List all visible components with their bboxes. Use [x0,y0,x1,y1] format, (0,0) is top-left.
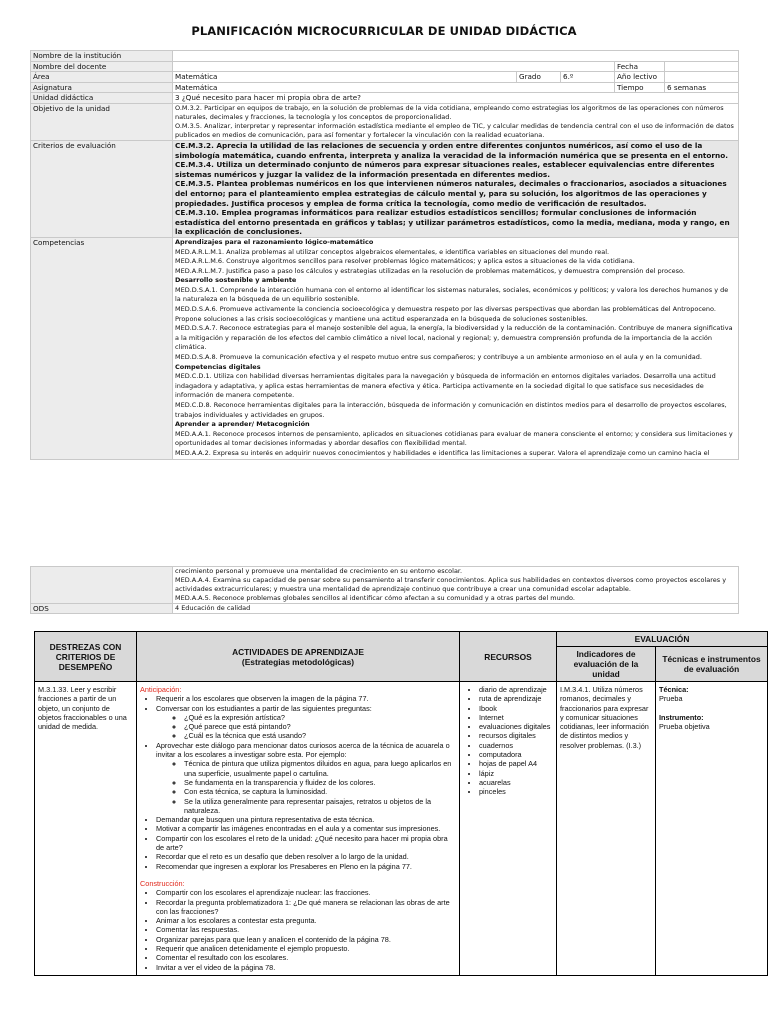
destrezas-header: DESTREZAS CON CRITERIOS DE DESEMPEÑO [35,632,137,682]
anio-value [665,72,739,83]
asignatura-value: Matemática [173,82,615,93]
objetivo-item: O.M.3.5. Analizar, interpretar y representar información estadística mediante el empleo de TIC, y calcular medidas de tendencia central con el uso de información de datos publicados en medios de comunicación, para así fomentar y fortalecer la vinculación con la realidad ecuatoriana. [175,121,734,139]
anticipacion-subitem: ◦ Se la utiliza generalmente para representar paisajes, retratos u objetos de la naturaleza. [184,797,456,816]
page-title: PLANIFICACIÓN MICROCURRICULAR DE UNIDAD DIDÁCTICA [191,24,577,38]
actividades-header-title: ACTIVIDADES DE APRENDIZAJE [232,646,364,657]
criterio-item: CE.M.3.5. Plantea problemas numéricos en los que intervienen números naturales, decimales o fraccionarios, asociados a situaciones del entorno; para el planteamiento emplea estrategias de cálculo mental y, para su solución, los algoritmos de las operaciones y propiedades. Justifica procesos y emplea de forma crítica la tecnología, como medio de verificación de resultados. [175,179,727,208]
tecnicas-cell [656,682,768,976]
info-table-continued [30,566,739,614]
competencia-group-heading: Aprendizajes para el razonamiento lógico-matemático [175,237,374,246]
recurso-item: • lápiz [479,769,553,778]
construccion-item: • Comentar las respuestas. [156,925,456,934]
construccion-item: • Comentar el resultado con los escolares. [156,953,456,962]
docente-value [173,61,615,72]
tiempo-label: Tiempo [615,82,665,93]
anticipacion-list [140,694,456,871]
anticipacion-item: • Requerir a los escolares que observen la imagen de la página 77. [156,694,456,703]
area-label: Área [31,72,173,83]
criterio-item: CE.M.3.2. Aprecia la utilidad de las relaciones de secuencia y orden entre diferentes conjuntos numéricos, así como el uso de la simbología matemática, cuando enfrenta, interpreta y analiza la veracidad de la información numérica que se presenta en el entorno. [175,140,729,160]
recurso-item: • Internet [479,713,553,722]
anticipacion-item: • Compartir con los escolares el reto de la unidad: ¿Qué necesito para hacer mi propia obra de arte? [156,834,456,853]
construccion-label: Construcción: [140,878,185,888]
recurso-item: • ruta de aprendizaje [479,694,553,703]
indicador-cell: I.M.3.4.1. Utiliza números romanos, decimales y fraccionarios para expresar y comunicar situaciones cotidianas, leer información de distintos medios y resolver problemas. (I.3.) [557,682,656,976]
anticipacion-item: • Demandar que busquen una pintura representativa de esta técnica. [156,815,456,824]
docente-label: Nombre del docente [31,61,173,72]
competencias-cont-label [31,567,173,604]
anticipacion-subitem: ◦ Técnica de pintura que utiliza pigmentos diluidos en agua, para luego aplicarlos en una superficie, usualmente papel o cartulina. [184,759,456,778]
competencia-item: MED.D.S.A.7. Reconoce estrategias para el manejo sostenible del agua, la energía, la biodiversidad y la reducción de la contaminación. Contribuye de manera significativa a la mitigación y reparación de los efectos del cambio climático a nivel local, nacional y regional; y, demuestra comprensión profunda de la importancia de la acción climática. [175,324,733,352]
recurso-item: • computadora [479,750,553,759]
recurso-item: • pinceles [479,787,553,796]
info-table [30,50,739,460]
criterio-item: CE.M.3.4. Utiliza un determinado conjunto de números para expresar situaciones reales, establecer equivalencias entre diferentes sistemas numéricos y juzgar la validez de la información presentada en diferentes medios. [175,160,715,179]
anticipacion-item: • Recordar que el reto es un desafío que deben resolver a lo largo de la unidad. [156,852,456,861]
actividades-cell [137,682,460,976]
anticipacion-subitem: ◦ ¿Cuál es la técnica que está usando? [184,731,456,740]
actividades-header-sub: (Estrategias metodológicas) [241,656,355,667]
competencias-label: Competencias [31,237,173,459]
recurso-item: • recursos digitales [479,731,553,740]
tecnica-value: Prueba [659,694,683,704]
anticipacion-subitem: ◦ ¿Qué es la expresión artística? [184,713,456,722]
anticipacion-subitem: ◦ Con esta técnica, se captura la luminosidad. [184,787,456,796]
competencia-item: MED.C.D.8. Reconoce herramientas digitales para la interacción, búsqueda de información y comunicación en distintos medios para el desarrollo de proyectos escolares, trabajos individuales y actividades en grupos. [175,401,727,419]
anio-label: Año lectivo [615,72,665,83]
construccion-item: • Compartir con los escolares el aprendizaje nuclear: las fracciones. [156,888,456,897]
evaluacion-header: EVALUACIÓN [557,632,768,647]
recursos-cell [460,682,557,976]
recurso-item: • acuarelas [479,778,553,787]
competencia-group-heading: Aprender a aprender/ Metacognición [175,420,310,429]
ods-label: ODS [31,604,173,614]
construccion-item: • Organizar parejas para que lean y analicen el contenido de la página 78. [156,935,456,944]
grado-value: 6.º [561,72,615,83]
recurso-item: • hojas de papel A4 [479,759,553,768]
anticipacion-subitem: ◦ ¿Qué parece que está pintando? [184,722,456,731]
institucion-value [173,51,739,62]
competencia-item: MED.D.S.A.1. Comprende la interacción humana con el entorno al identificar los sistemas naturales, sociales, económicos y políticos; y valora los derechos humanos y de la naturaleza en la búsqueda de un equilibrio sostenible. [175,285,729,304]
objetivo-item: O.M.3.2. Participar en equipos de trabajo, en la solución de problemas de la vida cotidiana, empleando como estrategias los algoritmos de las operaciones con números naturales, decimales y fracciones, la tecnología y los conceptos de proporcionalidad. [175,103,724,121]
criterios-label: Criterios de evaluación [31,140,173,237]
construccion-item: • Invitar a ver el video de la página 78. [156,963,456,972]
ods-value: 4 Educación de calidad [173,604,739,614]
competencia-item: crecimiento personal y promueve una mentalidad de crecimiento en su entorno escolar. [175,567,463,575]
anticipacion-label: Anticipación: [140,685,182,694]
competencia-group-heading: Competencias digitales [175,362,261,371]
unidad-value: 3 ¿Qué necesito para hacer mi propia obra de arte? [173,93,739,104]
competencia-item: MED.A.A.1. Reconoce procesos internos de pensamiento, aplicados en situaciones cotidianas para evaluar de manera consciente el entorno; y considera sus limitaciones y oportunidades al tomar decisiones informadas y abordar desafíos con flexibilidad mental. [175,429,733,448]
area-value: Matemática [173,72,517,83]
fecha-value [665,61,739,72]
competencia-item: MED.A.A.4. Examina su capacidad de pensar sobre su pensamiento al transferir conocimientos. Aplica sus habilidades en contextos diversos como proyectos escolares y actividades extracurriculares; y muestra una mentalidad de aprendizaje continuo que contribuye a crear una comunidad escolar adaptable. [175,576,727,593]
indicadores-header: Indicadores de evaluación de la unidad [557,647,656,682]
anticipacion-sublist [156,759,456,815]
recursos-header: RECURSOS [460,632,557,682]
anticipacion-item: • Motivar a compartir las imágenes encontradas en el aula y a comentar sus impresiones. [156,824,456,833]
competencia-item: MED.D.S.A.8. Promueve la comunicación efectiva y el respeto mutuo entre sus compañeros; y contribuye a un ambiente armonioso en el aula y en la comunidad. [175,353,702,362]
recurso-item: • evaluaciones digitales [479,722,553,731]
criterio-item: CE.M.3.10. Emplea programas informáticos para realizar estudios estadísticos sencillos; formular conclusiones de información estadística del entorno presentada en gráficos y tablas; y utilizar parámetros estadísticos, como la media, mediana, moda y rango, en la explicación de conclusiones. [175,208,730,237]
tiempo-value: 6 semanas [665,82,739,93]
construccion-item: • Animar a los escolares a contestar esta pregunta. [156,916,456,925]
instrumento-label: Instrumento: [659,712,704,722]
competencia-group-heading: Desarrollo sostenible y ambiente [175,276,297,285]
actividades-header [137,632,460,682]
fecha-label: Fecha [615,61,665,72]
instrumento-value: Prueba objetiva [659,721,710,731]
destreza-cell: M.3.1.33. Leer y escribir fracciones a partir de un objeto, un conjunto de objetos fraccionables o una unidad de medida. [35,682,137,976]
construccion-item: • Recordar la pregunta problematizadora 1: ¿De qué manera se relacionan las obras de arte con las fracciones? [156,898,456,917]
anticipacion-item: • Conversar con los estudiantes a partir de las siguientes preguntas: ◦ ¿Qué es la expresión artística? ◦ ¿Qué parece que está pintando? ◦ ¿Cuál es la técnica que está usando? [156,704,456,741]
recurso-item: • diario de aprendizaje [479,685,553,694]
construccion-item: • Requerir que analicen detenidamente el ejemplo propuesto. [156,944,456,953]
activities-table [34,631,768,976]
anticipacion-item: • Recomendar que ingresen a explorar los Presaberes en Pleno en la página 77. [156,862,456,871]
competencia-item: MED.A.A.2. Expresa su interés en adquirir nuevos conocimientos y habilidades e identifica las limitaciones a superar. Valora el aprendizaje como un camino hacia el [175,448,710,457]
competencia-item: MED.D.S.A.6. Promueve activamente la conciencia socioecológica y demuestra respeto por las diversas perspectivas que abordan las problemáticas del Antropoceno. Propone soluciones a las crisis socioecológicas y mantiene una actitud esperanzada en la búsqueda de soluciones sostenibles. [175,305,716,323]
competencia-item: MED.A.R.L.M.6. Construye algoritmos sencillos para resolver problemas lógico matemáticos; y aplica estos a situaciones de la vida cotidiana. [175,257,635,266]
tecnica-label: Técnica: [659,685,689,694]
institucion-label: Nombre de la institución [31,51,173,62]
criterios-value [173,140,739,237]
objetivo-label: Objetivo de la unidad [31,103,173,140]
construccion-list [140,888,456,972]
unidad-label: Unidad didáctica [31,93,173,104]
recurso-item: • Ibook [479,704,553,713]
competencia-item: MED.A.R.L.M.1. Analiza problemas al utilizar conceptos algebraicos elementales, e identifica variables en situaciones del mundo real. [175,247,610,256]
competencia-item: MED.A.A.5. Reconoce problemas globales sencillos al identificar cómo afectan a su comunidad y a otras partes del mundo. [175,594,575,602]
recursos-list [463,685,553,797]
recurso-item: • cuadernos [479,741,553,750]
tecnicas-header: Técnicas e instrumentos de evaluación [656,647,768,682]
competencias-value [173,237,739,459]
competencia-item: MED.A.R.L.M.7. Justifica paso a paso los cálculos y estrategias utilizadas en la resolución de problemas matemáticos, y demuestra comprensión del proceso. [175,266,685,275]
objetivo-value [173,103,739,140]
asignatura-label: Asignatura [31,82,173,93]
anticipacion-item: • Aprovechar este diálogo para mencionar datos curiosos acerca de la técnica de acuarela o invitar a los escolares a investigar sobre esta. Por ejemplo: ◦ Técnica de pintura que utiliza pigmentos diluidos en agua, para luego aplicarlos en una superficie, usualmente papel o cartulina. ◦ Se fundamenta en la transparencia y fluidez de los colores. ◦ Con esta técnica, se captura la luminosidad. ◦ Se la utiliza generalmente para representar paisajes, retratos u objetos de la naturaleza. [156,741,456,815]
grado-label: Grado [517,72,561,83]
anticipacion-sublist [156,713,456,741]
competencia-item: MED.C.D.1. Utiliza con habilidad diversas herramientas digitales para la navegación y búsqueda de información en entornos digitales variados. Desarrolla una actitud indagadora y adaptativa, y aplica estas herramientas de manera efectiva y ética. Participa activamente en la sociedad digital lo que satisface sus necesidades de información de manera competente. [175,372,716,400]
anticipacion-subitem: ◦ Se fundamenta en la transparencia y fluidez de los colores. [184,778,456,787]
competencias-cont-value [173,567,739,604]
